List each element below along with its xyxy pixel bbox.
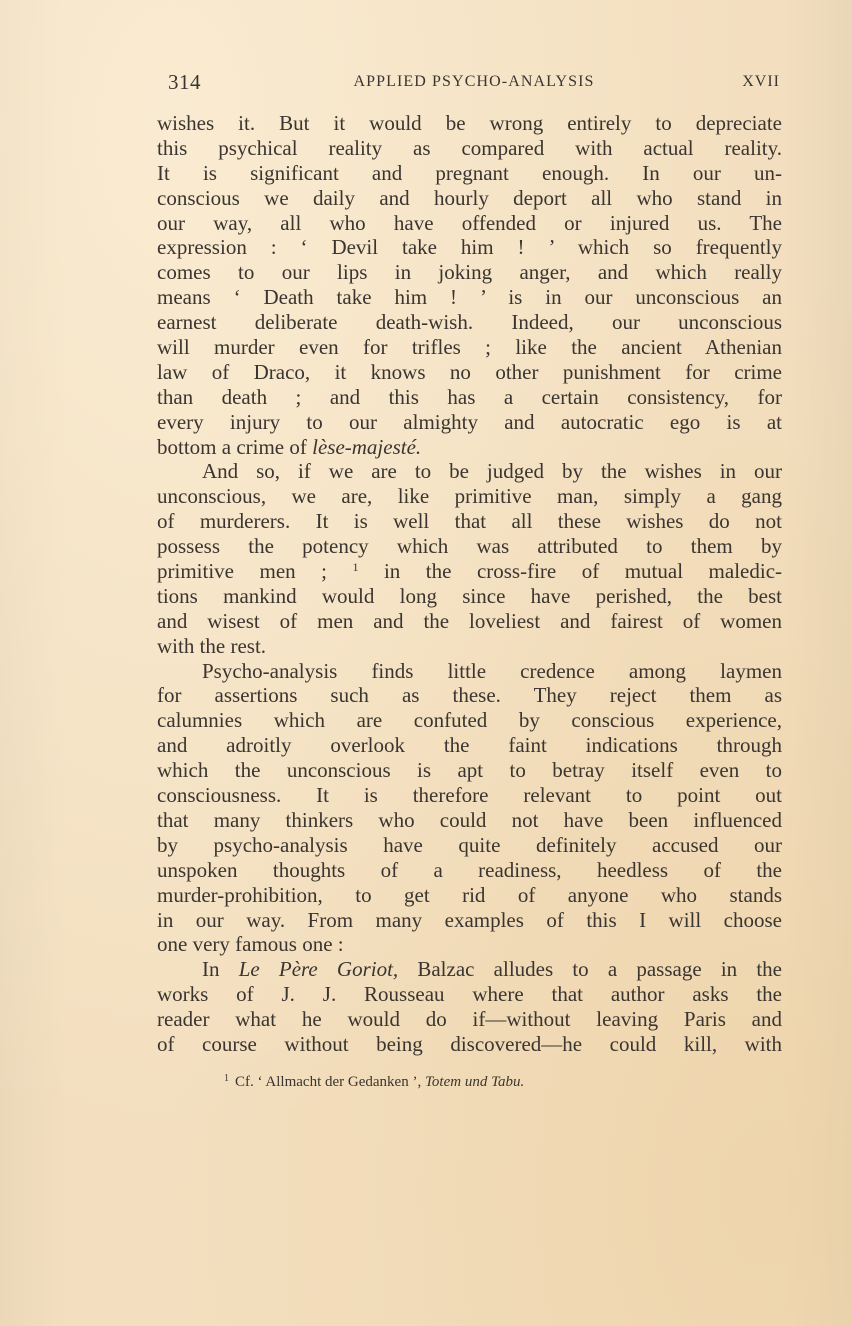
footnote-italic-title: Totem und Tabu. bbox=[424, 1074, 525, 1090]
text-span: In bbox=[202, 957, 220, 982]
text-span: in the cross-fire of mutual maledic- bbox=[383, 559, 783, 584]
text-line: comes to our lips in joking anger, and which really bbox=[157, 260, 782, 285]
footnote bbox=[224, 1072, 784, 1092]
chapter-number: XVII bbox=[742, 73, 780, 90]
footnote-mark: 1 bbox=[224, 1073, 229, 1084]
text-line: for assertions such as these. They reject them as bbox=[157, 683, 782, 708]
paragraph-start-line: And so, if we are to be judged by the wishes in our bbox=[202, 459, 782, 484]
text-line: works of J. J. Rousseau where that author asks the bbox=[157, 982, 782, 1007]
running-title: APPLIED PSYCHO-ANALYSIS bbox=[353, 73, 595, 90]
text-line: unconscious, we are, like primitive man, simply a gang bbox=[157, 484, 782, 509]
text-line: consciousness. It is therefore relevant to point out bbox=[157, 783, 782, 808]
text-line: our way, all who have offended or injured us. The bbox=[157, 210, 782, 235]
footnote-reference: 1 bbox=[352, 560, 359, 575]
text-line: reader what he would do if—without leaving Paris and bbox=[157, 1007, 782, 1032]
text-line: means ‘ Death take him ! ’ is in our unconscious an bbox=[157, 285, 782, 310]
text-line: calumnies which are confuted by conscious experience, bbox=[157, 708, 782, 733]
text-line: tions mankind would long since have perished, the best bbox=[157, 583, 782, 608]
text-line: with the rest. bbox=[157, 633, 267, 658]
text-line: and adroitly overlook the faint indications through bbox=[157, 733, 782, 758]
page-number: 314 bbox=[168, 70, 201, 94]
text-line bbox=[157, 435, 782, 460]
text-line: earnest deliberate death-wish. Indeed, our unconscious bbox=[157, 310, 782, 335]
paragraph-start-line bbox=[157, 957, 782, 982]
text-span: Balzac alludes to a passage in the bbox=[417, 957, 783, 982]
text-span: primitive men ; bbox=[157, 559, 327, 584]
text-line: unspoken thoughts of a readiness, heedless of the bbox=[157, 857, 782, 882]
text-line: that many thinkers who could not have been influenced bbox=[157, 807, 782, 832]
text-line: by psycho-analysis have quite definitely accused our bbox=[157, 832, 782, 857]
text-line: murder-prohibition, to get rid of anyone who stands bbox=[157, 882, 782, 907]
text-line: expression : ‘ Devil take him ! ’ which so frequently bbox=[157, 235, 782, 260]
text-line bbox=[157, 559, 782, 584]
text-line: every injury to our almighty and autocratic ego is at bbox=[157, 409, 782, 434]
text-line: in our way. From many examples of this I will choose bbox=[157, 907, 782, 932]
running-head bbox=[168, 70, 780, 100]
footnote-text: Cf. ‘ Allmacht der Gedanken ’, bbox=[235, 1074, 422, 1090]
text-line: possess the potency which was attributed to them by bbox=[157, 534, 782, 559]
body-text bbox=[157, 111, 782, 1057]
text-line: of murderers. It is well that all these wishes do not bbox=[157, 509, 782, 534]
text-line: conscious we daily and hourly deport all who stand in bbox=[157, 185, 782, 210]
text-line: than death ; and this has a certain consistency, for bbox=[157, 384, 782, 409]
text-line: wishes it. But it would be wrong entirely to depreciate bbox=[157, 111, 782, 135]
paragraph-start-line: Psycho-analysis finds little credence among laymen bbox=[202, 658, 782, 683]
text-line: this psychical reality as compared with actual reality. bbox=[157, 135, 782, 160]
text-line: and wisest of men and the loveliest and fairest of women bbox=[157, 608, 782, 633]
text-line: one very famous one : bbox=[157, 932, 344, 957]
text-line: law of Draco, it knows no other punishment for crime bbox=[157, 359, 782, 384]
text-line: of course without being discovered—he could kill, with bbox=[157, 1031, 782, 1056]
text-line: It is significant and pregnant enough. In our un- bbox=[157, 160, 782, 185]
italic-term: lèse-majesté. bbox=[312, 434, 422, 459]
text-line: which the unconscious is apt to betray itself even to bbox=[157, 758, 782, 783]
text-line: will murder even for trifles ; like the ancient Athenian bbox=[157, 335, 782, 360]
text-span: bottom a crime of bbox=[157, 434, 307, 459]
italic-title: Le Père Goriot, bbox=[238, 957, 399, 982]
